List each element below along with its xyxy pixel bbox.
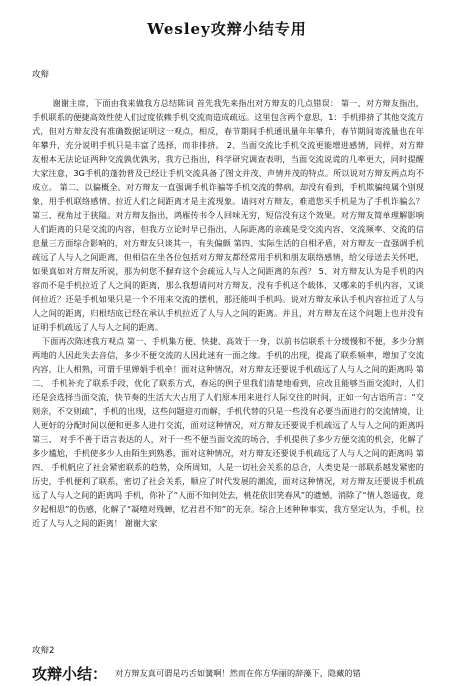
summary-paragraph: 谢谢主席，下面由我来做我方总结陈词 首先我先来指出对方辩友的几点错误： 第一、对方辩友指出，手机联系的便捷高效性使人们过度依赖手机交流而造成疏远。这里包含两个意思，1：手机排挤了其他交流方式，但对方辩友没有准确数据证明这一观点，相反，春节期间手机通讯量年年攀升，春节期间寄流量也在年年攀升，充分说明手机只是丰富了选择，而非排挤。 2、当面交流比手机交流更能增进感情，同样，对方辩友根本无法论证两种交流孰优孰劣，我方已指出，科学研究调查表明，当面交流说谎的几率更大，同时提醒大家注意，3G手机的蓬勃普及已经让手机交流具备了图文并茂、声情并茂的特点。所以说对方辩友两点均不成立。 第二、以偏概全。对方辩友一直强调手机诈骗等手机交流的弊病，却没有看到，手机欺骗纯属个别现象，用手机联络感情、拉近人们之间距离才是主流现象。请问对方辩友，难道您买手机是为了手机诈骗么？ 第三、视角过于狭隘。对方辩友指出，鸿雁传书令人回味无穷，短信没有这个效果。对方辩友简单理解影响人们距离的只是交流的内容，但我方立论时早已指出，人际距离的亲疏是受交流内容、交流频率、交流的信息量三方面综合影响的，对方辩友只谈其一，有失偏颇 第四、实际生活的自相矛盾，对方辩友一直强调手机疏远了人与人之间距离，但相信在坐各位包括对方辩友都经常用手机和朋友联络感情，给父母送去关怀吧，如果真如对方辩友所说，那为何您不摒弃这个会疏远人与人之间距离的东西？ 5、对方辩友认为是手机的内容而不是手机拉近了人之间的距离，那么我想请问对方辩友，没有手机这个载体，又哪来的手机内容，又谈何拉近？还是手机如果只是一个不用来交流的摆机，那还能叫手机吗。说对方辩友承认手机内容拉近了人与人之间的距离，归根结底已经在承认手机拉近了人与人之间的距离。并且，对方辩友在这个问题上也并没有证明手机疏远了人与人之间的距离。	[32, 98, 424, 332]
viewpoint-paragraph: 下面再次陈述我方观点 第一、手机集方便、快捷、高效于一身，以前书信联系十分缓慢和不便，多少分割两地的人因此失去音信，多少不便交流的人因此迷有一面之缘。手机的出现，提高了联系频率，增加了交流内容，让人相熟，可谓千里婵娟手机牵！面对这种情况，对方辩友还要说手机疏远了人与人之间的距离吗 第二、 手机补充了联系手段，优化了联系方式，春运的例子里我们清楚地看到，应改且能够当面交流时，人们还是会选择当面交流，快节奏的生活大大占用了人们原本用来进行人际交往的时间，正如一句古语所言：“交则亲，不交则疏”，手机的出现，这些问题迎刃而解，手机代替的只是一些没有必要当面进行的交流情境，让人更好的分配时间以便和更多人进行交流，面对这种情况，对方辩友还要说手机疏远了人与人之间的距离吗 第三、 对手不善于语言表达的人，对于一些不便当面交流的场合，手机提供了多少方便交流的机会，化解了多少尴尬，手机使多少人由陌生到熟悉，面对这种情况，对方辩友还要说手机疏远了人与人之间的距离吗 第四、 手机帆应了社会紧密联系的趋势，众所周知，人是一切社会关系的总合，人类史是一部联系越发紧密的历史，手机便利了联系，密切了社会关系，顺应了时代发展的潮流，面对这种情况，对方辩友还要说手机疏远了人与人之间的距离吗 手机，你补了“人面不知何处去，桃花依旧笑春风”的遗憾，消除了“情人怨遥夜，竟夕起相思”的伤感，化解了“凝噎对残蝉，忆君君不知”的无奈。综合上述种种事实，我方坚定认为，手机，拉近了人与人之间的距离！ 谢谢大家	[32, 336, 424, 528]
section-label-debate-2: 攻辩2	[32, 646, 55, 656]
section-label-debate: 攻辩	[32, 70, 50, 80]
document-body	[32, 96, 424, 530]
summary-heading: 攻辩小结	[32, 665, 93, 683]
summary-heading-colon: ：	[92, 665, 108, 683]
document-title: Wesley攻辩小结专用	[147, 20, 307, 38]
summary-opening-text: 对方辩友真可谓是巧舌如簧啊！然而在你方华丽的辞藻下，隐藏的错	[115, 668, 361, 678]
summary-heading-line	[32, 663, 424, 683]
